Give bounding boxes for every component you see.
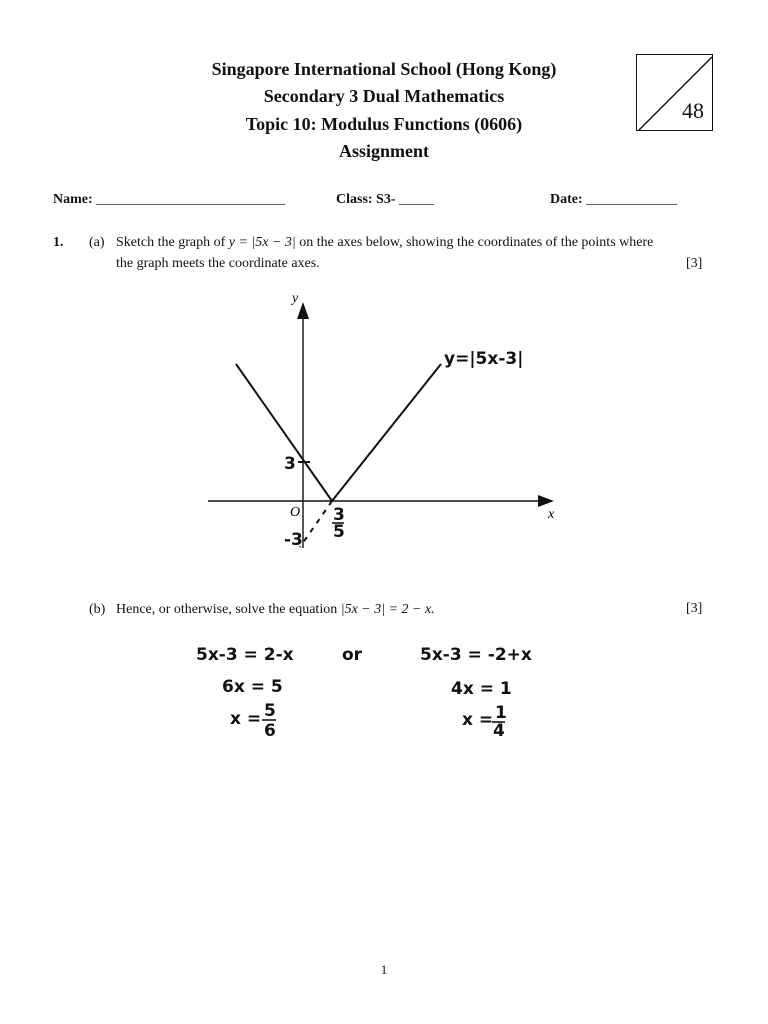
question-number: 1. — [53, 235, 64, 250]
topic-title: Topic 10: Modulus Functions (0606) — [245, 114, 523, 134]
course-title: Secondary 3 Dual Mathematics — [263, 86, 505, 106]
working-right-denominator: 4 — [493, 721, 505, 741]
x-intercept-denominator: 5 — [333, 522, 345, 542]
document-type: Assignment — [338, 141, 429, 161]
part-b-expression: |5x − 3| = 2 − x. — [340, 602, 435, 617]
school-name: Singapore International School (Hong Kong) — [211, 59, 557, 79]
class-blank: _____ — [399, 192, 435, 207]
date-blank: _____________ — [586, 192, 678, 207]
part-a-text-1: Sketch the graph of — [116, 235, 226, 250]
part-a-line-2: the graph meets the coordinate axes. — [116, 256, 320, 271]
working-or: or — [342, 645, 363, 665]
graph-right-branch — [332, 364, 441, 501]
working-left — [196, 645, 294, 741]
part-b-marks: [3] — [686, 601, 703, 616]
part-b-label: (b) — [89, 602, 106, 617]
working-left-numerator: 5 — [264, 701, 276, 721]
graph-left-branch — [236, 364, 332, 501]
name-label: Name: — [53, 192, 93, 207]
working-left-line-1: 5x-3 = 2-x — [196, 645, 294, 665]
working-right-line-3: x = — [462, 710, 494, 730]
working-left-line-2: 6x = 5 — [222, 677, 283, 697]
working-right-line-2: 4x = 1 — [451, 679, 512, 699]
working-right — [420, 645, 532, 741]
score-value: 48 — [682, 98, 704, 123]
working-right-line-1: 5x-3 = -2+x — [420, 645, 532, 665]
working-left-line-3: x = — [230, 709, 262, 729]
part-a-marks: [3] — [686, 256, 703, 271]
part-a-label: (a) — [89, 235, 105, 250]
x-intercept-fraction — [332, 505, 345, 542]
page-number: 1 — [380, 962, 388, 977]
y-axis-label: y — [292, 291, 299, 306]
date-label: Date: — [550, 192, 583, 207]
origin-label: O — [290, 505, 301, 520]
curve-label: y=|5x-3| — [444, 349, 524, 369]
x-axis-label: x — [548, 507, 555, 522]
negative-intercept-label: -3 — [284, 530, 303, 550]
x-intercept-numerator: 3 — [333, 505, 345, 525]
part-b-line — [116, 599, 435, 620]
y-intercept-label: 3 — [284, 454, 296, 474]
coordinate-axes — [208, 302, 554, 548]
working-left-denominator: 6 — [264, 721, 276, 741]
part-a-text-2: on the axes below, showing the coordinates of the points where — [299, 235, 654, 250]
x-axis-arrow — [538, 495, 554, 507]
name-blank: ___________________________ — [96, 192, 286, 207]
part-a-expression: y = |5x − 3| — [228, 235, 296, 250]
working-right-numerator: 1 — [495, 703, 507, 723]
class-label: Class: S3- — [336, 192, 396, 207]
part-b-text: Hence, or otherwise, solve the equation — [116, 602, 338, 617]
dashed-extension — [300, 501, 332, 547]
y-axis-arrow — [297, 302, 309, 319]
